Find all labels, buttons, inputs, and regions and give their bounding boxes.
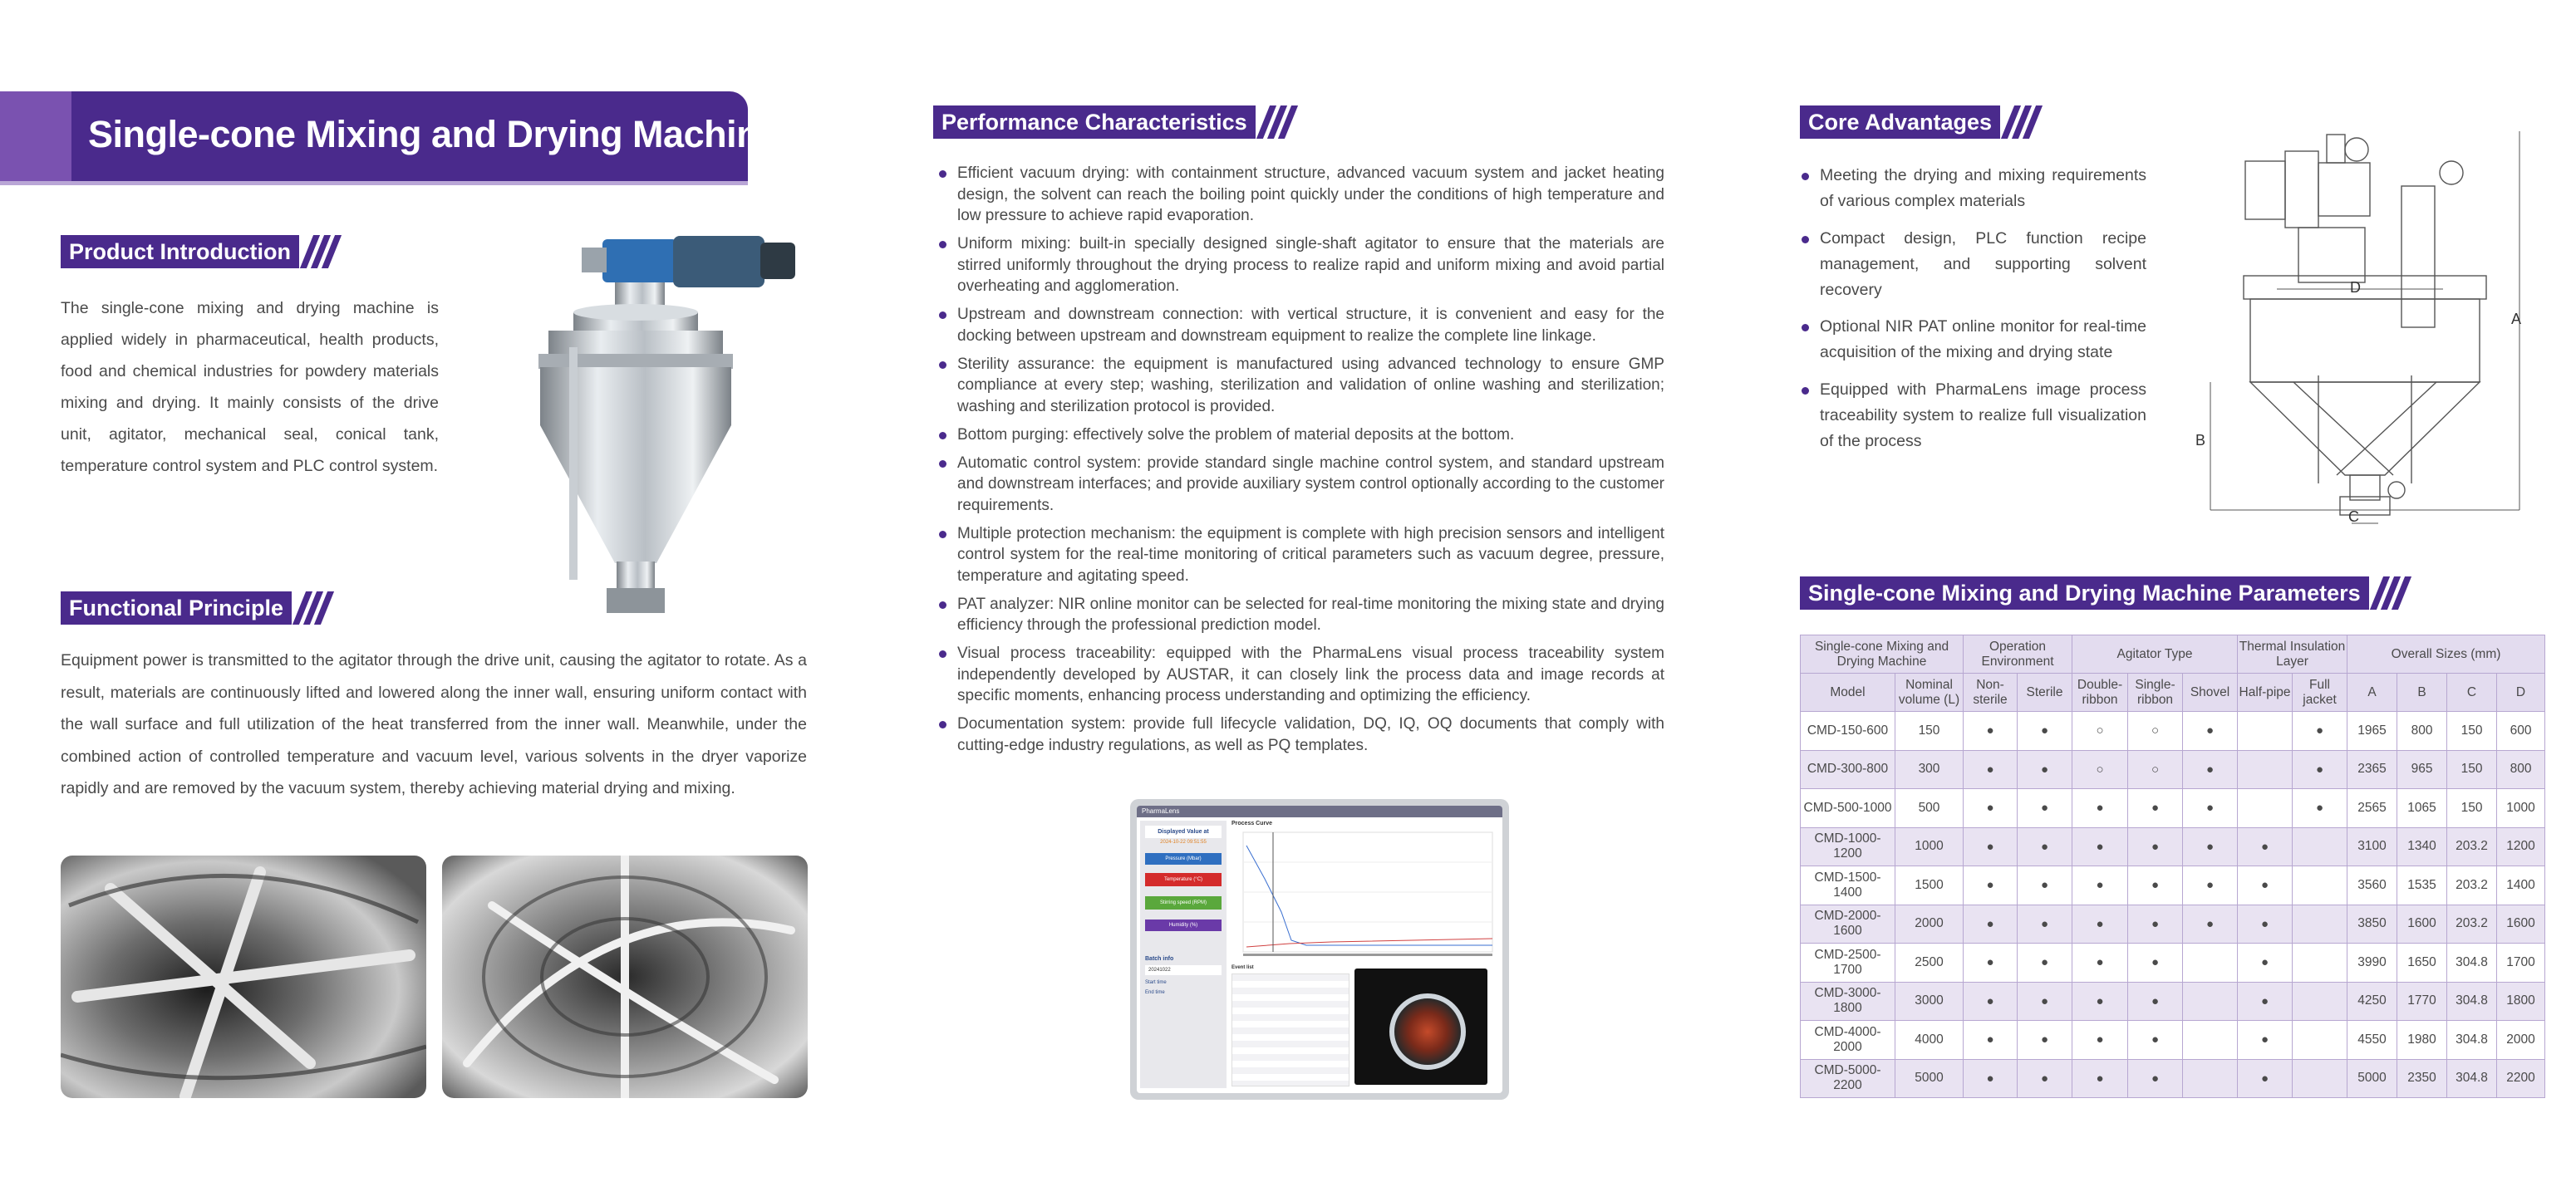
cell-sterile: ● xyxy=(2018,1021,2072,1060)
column-header: Nominal volume (L) xyxy=(1895,674,1964,712)
cell-half-pipe: ● xyxy=(2238,905,2293,944)
cell-volume: 1000 xyxy=(1895,827,1964,866)
cell-size-d: 1000 xyxy=(2497,789,2545,828)
cell-size-c: 203.2 xyxy=(2447,827,2497,866)
cell-double-ribbon: ● xyxy=(2072,866,2128,905)
cell-double-ribbon: ● xyxy=(2072,944,2128,983)
dimension-label-c: C xyxy=(2348,508,2359,525)
cell-size-b: 1535 xyxy=(2397,866,2447,905)
parameters-table-body xyxy=(1801,712,2545,1098)
cell-size-d: 1700 xyxy=(2497,944,2545,983)
cell-shovel: ● xyxy=(2183,905,2238,944)
cell-size-a: 1965 xyxy=(2347,712,2397,751)
software-screenshot-frame xyxy=(1130,799,1509,1100)
cell-shovel xyxy=(2183,982,2238,1021)
column-header: Half-pipe xyxy=(2238,674,2293,712)
cell-double-ribbon: ○ xyxy=(2072,712,2128,751)
dimension-label-d: D xyxy=(2350,279,2361,296)
cell-volume: 4000 xyxy=(1895,1021,1964,1060)
section-heading-performance xyxy=(933,105,1291,139)
table-row xyxy=(1801,982,2545,1021)
cell-single-ribbon: ● xyxy=(2128,1021,2183,1060)
cell-size-b: 1600 xyxy=(2397,905,2447,944)
cell-sterile: ● xyxy=(2018,789,2072,828)
cell-sterile: ● xyxy=(2018,866,2072,905)
page-title: Single-cone Mixing and Drying Machine xyxy=(88,113,779,155)
table-row xyxy=(1801,827,2545,866)
cell-non-sterile: ● xyxy=(1964,944,2018,983)
heading-stripes-icon xyxy=(2372,576,2405,610)
cell-half-pipe xyxy=(2238,712,2293,751)
cell-size-b: 1770 xyxy=(2397,982,2447,1021)
heading-stripes-icon xyxy=(2003,105,2036,139)
cell-size-a: 4550 xyxy=(2347,1021,2397,1060)
list-item: PAT analyzer: NIR online monitor can be selected for real-time monitoring the mixing state and drying efficiency through the professional prediction model. xyxy=(939,594,1664,636)
cell-full-jacket xyxy=(2293,905,2347,944)
column-header: Double-ribbon xyxy=(2072,674,2128,712)
column-header: A xyxy=(2347,674,2397,712)
cell-shovel: ● xyxy=(2183,712,2238,751)
cell-shovel: ● xyxy=(2183,866,2238,905)
header-insulation: Thermal Insulation Layer xyxy=(2238,635,2347,674)
cell-size-c: 304.8 xyxy=(2447,1059,2497,1098)
cell-non-sterile: ● xyxy=(1964,1059,2018,1098)
section-heading-functional-principle xyxy=(61,591,327,625)
cell-sterile: ● xyxy=(2018,982,2072,1021)
cell-volume: 5000 xyxy=(1895,1059,1964,1098)
cell-single-ribbon: ○ xyxy=(2128,712,2183,751)
cell-size-a: 2365 xyxy=(2347,750,2397,789)
start-time-label: Start time xyxy=(1145,980,1167,985)
cell-size-c: 150 xyxy=(2447,750,2497,789)
cell-non-sterile: ● xyxy=(1964,905,2018,944)
cell-sterile: ● xyxy=(2018,944,2072,983)
cell-double-ribbon: ● xyxy=(2072,905,2128,944)
cell-model: CMD-500-1000 xyxy=(1801,789,1895,828)
cell-sterile: ● xyxy=(2018,1059,2072,1098)
cell-single-ribbon: ○ xyxy=(2128,750,2183,789)
heading-stripes-icon xyxy=(295,591,327,625)
list-item: Upstream and downstream connection: with vertical structure, it is convenient and easy for the docking between upstream and downstream equipment to realize the complete line linkage. xyxy=(939,304,1664,346)
title-accent-block xyxy=(0,91,71,181)
timestamp-value: 2024-10-22 09:51:55 xyxy=(1160,840,1207,845)
cell-half-pipe xyxy=(2238,789,2293,828)
cell-size-d: 1600 xyxy=(2497,905,2545,944)
cell-non-sterile: ● xyxy=(1964,789,2018,828)
cell-size-a: 4250 xyxy=(2347,982,2397,1021)
cell-full-jacket xyxy=(2293,1059,2347,1098)
cell-volume: 3000 xyxy=(1895,982,1964,1021)
header-environment: Operation Environment xyxy=(1964,635,2072,674)
section-heading-label: Single-cone Mixing and Drying Machine Parameters xyxy=(1800,576,2369,610)
cell-size-c: 203.2 xyxy=(2447,866,2497,905)
cell-size-a: 3850 xyxy=(2347,905,2397,944)
column-header: C xyxy=(2447,674,2497,712)
interior-photo-1 xyxy=(61,856,426,1098)
cell-sterile: ● xyxy=(2018,712,2072,751)
functional-principle-text: Equipment power is transmitted to the agitator through the drive unit, causing the agitator to rotate. As a result, materials are continuously lifted and lowered along the inner wall, ensuring uniform contact with the wall surface and full utilization of the heat transferred from the inner wall. Meanwhile, under the combined action of controlled temperature and vacuum level, various solvents in the dryer vaporize rapidly and are removed by the vacuum system, thereby achieving material drying and mixing. xyxy=(61,651,807,797)
section-heading-label: Performance Characteristics xyxy=(933,105,1256,139)
column-header: B xyxy=(2397,674,2447,712)
cell-shovel: ● xyxy=(2183,827,2238,866)
cell-shovel: ● xyxy=(2183,789,2238,828)
list-item: Sterility assurance: the equipment is manufactured using advanced technology to ensure GMP compliance at every step; washing, sterilization and validation of online washing and sterilization; washing and sterilization protocol is provided. xyxy=(939,354,1664,418)
table-row xyxy=(1801,1021,2545,1060)
column-header: D xyxy=(2497,674,2545,712)
cell-half-pipe xyxy=(2238,750,2293,789)
machine-product-image xyxy=(524,214,814,621)
cell-model: CMD-5000-2200 xyxy=(1801,1059,1895,1098)
list-item: Multiple protection mechanism: the equipment is complete with high precision sensors and intelligent control system for the real-time monitoring of critical parameters such as vacuum degree, pressure, temperature and agitating speed. xyxy=(939,523,1664,587)
header-machine: Single-cone Mixing and Drying Machine xyxy=(1801,635,1964,674)
performance-list xyxy=(939,163,1664,763)
cell-model: CMD-1500-1400 xyxy=(1801,866,1895,905)
section-heading-label: Product Introduction xyxy=(61,235,299,268)
cell-model: CMD-2000-1600 xyxy=(1801,905,1895,944)
table-row xyxy=(1801,712,2545,751)
cell-size-a: 3990 xyxy=(2347,944,2397,983)
cell-size-b: 1340 xyxy=(2397,827,2447,866)
cell-non-sterile: ● xyxy=(1964,827,2018,866)
cell-half-pipe: ● xyxy=(2238,982,2293,1021)
list-item: Automatic control system: provide standard single machine control system, and standard upstream and downstream interfaces; and provide auxiliary system control optionally according to the customer requirements. xyxy=(939,453,1664,517)
table-row xyxy=(1801,866,2545,905)
list-item: Bottom purging: effectively solve the problem of material deposits at the bottom. xyxy=(939,424,1664,446)
cell-half-pipe: ● xyxy=(2238,866,2293,905)
cell-full-jacket xyxy=(2293,944,2347,983)
event-list-label: Event list xyxy=(1231,965,1254,970)
cell-single-ribbon: ● xyxy=(2128,866,2183,905)
cell-full-jacket xyxy=(2293,866,2347,905)
cell-size-c: 304.8 xyxy=(2447,944,2497,983)
table-row xyxy=(1801,1059,2545,1098)
software-title-bar: PharmaLens xyxy=(1137,806,1502,817)
section-heading-core-advantages xyxy=(1800,105,2036,139)
cell-size-c: 203.2 xyxy=(2447,905,2497,944)
pressure-tile: Pressure (Mbar) xyxy=(1145,853,1222,865)
core-advantages-list xyxy=(1802,163,2146,465)
dimension-label-b: B xyxy=(2195,432,2206,449)
list-item: Optional NIR PAT online monitor for real-time acquisition of the mixing and drying state xyxy=(1802,314,2146,365)
cell-single-ribbon: ● xyxy=(2128,827,2183,866)
interior-photo-2 xyxy=(442,856,808,1098)
displayed-value-label: Displayed Value at xyxy=(1145,826,1222,838)
cell-model: CMD-2500-1700 xyxy=(1801,944,1895,983)
event-list-table[interactable] xyxy=(1231,973,1349,1086)
cell-model: CMD-4000-2000 xyxy=(1801,1021,1895,1060)
table-row xyxy=(1801,750,2545,789)
heading-stripes-icon xyxy=(302,235,335,268)
temperature-tile: Temperature (°C) xyxy=(1145,873,1222,886)
column-header: Non-sterile xyxy=(1964,674,2018,712)
cell-size-d: 1200 xyxy=(2497,827,2545,866)
list-item: Meeting the drying and mixing requirements of various complex materials xyxy=(1802,163,2146,214)
cell-single-ribbon: ● xyxy=(2128,789,2183,828)
cell-sterile: ● xyxy=(2018,750,2072,789)
list-item: Compact design, PLC function recipe management, and supporting solvent recovery xyxy=(1802,226,2146,303)
cell-shovel xyxy=(2183,1059,2238,1098)
cell-model: CMD-300-800 xyxy=(1801,750,1895,789)
cell-sterile: ● xyxy=(2018,827,2072,866)
column-header: Shovel xyxy=(2183,674,2238,712)
column-header: Full jacket xyxy=(2293,674,2347,712)
cell-full-jacket: ● xyxy=(2293,789,2347,828)
cell-size-b: 1650 xyxy=(2397,944,2447,983)
cell-single-ribbon: ● xyxy=(2128,1059,2183,1098)
cell-non-sterile: ● xyxy=(1964,866,2018,905)
humidity-tile: Humidity (%) xyxy=(1145,920,1222,931)
cell-full-jacket xyxy=(2293,982,2347,1021)
header-agitator: Agitator Type xyxy=(2072,635,2238,674)
cell-double-ribbon: ● xyxy=(2072,1021,2128,1060)
batch-id-select[interactable]: 20241022 xyxy=(1145,965,1222,975)
cell-double-ribbon: ● xyxy=(2072,827,2128,866)
cell-half-pipe: ● xyxy=(2238,944,2293,983)
cell-size-d: 2200 xyxy=(2497,1059,2545,1098)
list-item: Visual process traceability: equipped with the PharmaLens visual process traceability system independently developed by AUSTAR, it can closely link the process data and image records at specific moments, enhancing process understanding and optimizing the efficiency. xyxy=(939,643,1664,707)
cell-half-pipe: ● xyxy=(2238,1021,2293,1060)
section-heading-product-introduction xyxy=(61,235,335,268)
cell-volume: 150 xyxy=(1895,712,1964,751)
process-curve-chart xyxy=(1231,829,1499,962)
cell-volume: 500 xyxy=(1895,789,1964,828)
cell-double-ribbon: ● xyxy=(2072,982,2128,1021)
cell-full-jacket: ● xyxy=(2293,750,2347,789)
cell-volume: 1500 xyxy=(1895,866,1964,905)
cell-size-c: 150 xyxy=(2447,712,2497,751)
stirring-tile: Stirring speed (RPM) xyxy=(1145,896,1222,910)
cell-shovel xyxy=(2183,1021,2238,1060)
list-item: Equipped with PharmaLens image process traceability system to realize full visualization of the process xyxy=(1802,377,2146,454)
cell-size-a: 3100 xyxy=(2347,827,2397,866)
cell-size-c: 304.8 xyxy=(2447,982,2497,1021)
cell-shovel: ● xyxy=(2183,750,2238,789)
table-row xyxy=(1801,905,2545,944)
cell-model: CMD-150-600 xyxy=(1801,712,1895,751)
cell-size-d: 800 xyxy=(2497,750,2545,789)
section-heading-parameters xyxy=(1800,576,2405,610)
list-item: Efficient vacuum drying: with containment structure, advanced vacuum system and jacket heating design, the solvent can reach the boiling point quickly under the conditions of high temperature and low pressure to achieve rapid evaporation. xyxy=(939,163,1664,227)
cell-size-b: 965 xyxy=(2397,750,2447,789)
list-item: Documentation system: provide full lifecycle validation, DQ, IQ, OQ documents that comply with cutting-edge industry regulations, as well as PQ templates. xyxy=(939,714,1664,756)
cell-full-jacket: ● xyxy=(2293,712,2347,751)
cell-size-b: 1065 xyxy=(2397,789,2447,828)
cell-volume: 2000 xyxy=(1895,905,1964,944)
cell-single-ribbon: ● xyxy=(2128,944,2183,983)
cell-single-ribbon: ● xyxy=(2128,982,2183,1021)
section-heading-label: Core Advantages xyxy=(1800,105,2000,139)
column-header: Model xyxy=(1801,674,1895,712)
cell-size-d: 2000 xyxy=(2497,1021,2545,1060)
cell-double-ribbon: ○ xyxy=(2072,750,2128,789)
cell-single-ribbon: ● xyxy=(2128,905,2183,944)
end-time-label: End time xyxy=(1145,990,1165,995)
cell-shovel xyxy=(2183,944,2238,983)
technical-drawing xyxy=(2194,126,2543,532)
cell-model: CMD-1000-1200 xyxy=(1801,827,1895,866)
title-underline xyxy=(0,181,748,185)
cell-full-jacket xyxy=(2293,827,2347,866)
cell-size-b: 1980 xyxy=(2397,1021,2447,1060)
cell-non-sterile: ● xyxy=(1964,982,2018,1021)
cell-size-c: 304.8 xyxy=(2447,1021,2497,1060)
cell-size-d: 600 xyxy=(2497,712,2545,751)
batch-info-label: Batch info xyxy=(1145,956,1174,962)
cell-non-sterile: ● xyxy=(1964,712,2018,751)
cell-double-ribbon: ● xyxy=(2072,1059,2128,1098)
cell-volume: 2500 xyxy=(1895,944,1964,983)
header-sizes: Overall Sizes (mm) xyxy=(2347,635,2545,674)
cell-double-ribbon: ● xyxy=(2072,789,2128,828)
column-header: Single-ribbon xyxy=(2128,674,2183,712)
cell-non-sterile: ● xyxy=(1964,1021,2018,1060)
cell-size-b: 800 xyxy=(2397,712,2447,751)
dimension-label-a: A xyxy=(2511,311,2522,327)
cell-full-jacket xyxy=(2293,1021,2347,1060)
table-row xyxy=(1801,944,2545,983)
list-item: Uniform mixing: built-in specially designed single-shaft agitator to ensure that the materials are stirred uniformly throughout the drying process to realize rapid and uniform mixing and avoid partial overheating and agglomeration. xyxy=(939,233,1664,297)
cell-size-d: 1800 xyxy=(2497,982,2545,1021)
cell-model: CMD-3000-1800 xyxy=(1801,982,1895,1021)
cell-size-c: 150 xyxy=(2447,789,2497,828)
cell-sterile: ● xyxy=(2018,905,2072,944)
cell-size-a: 5000 xyxy=(2347,1059,2397,1098)
product-introduction-text: The single-cone mixing and drying machine is applied widely in pharmaceutical, health products, food and chemical industries for powdery materials mixing and drying. It mainly consists of the drive unit, agitator, mechanical seal, conical tank, temperature control system and PLC control system. xyxy=(61,299,439,475)
cell-size-d: 1400 xyxy=(2497,866,2545,905)
camera-image xyxy=(1354,969,1487,1085)
cell-size-b: 2350 xyxy=(2397,1059,2447,1098)
cell-half-pipe: ● xyxy=(2238,1059,2293,1098)
section-heading-label: Functional Principle xyxy=(61,591,292,625)
cell-size-a: 3560 xyxy=(2347,866,2397,905)
column-header: Sterile xyxy=(2018,674,2072,712)
heading-stripes-icon xyxy=(1259,105,1291,139)
cell-half-pipe: ● xyxy=(2238,827,2293,866)
table-row xyxy=(1801,789,2545,828)
cell-size-a: 2565 xyxy=(2347,789,2397,828)
chart-title: Process Curve xyxy=(1231,821,1273,826)
cell-non-sterile: ● xyxy=(1964,750,2018,789)
cell-volume: 300 xyxy=(1895,750,1964,789)
parameters-table xyxy=(1800,635,2545,1098)
